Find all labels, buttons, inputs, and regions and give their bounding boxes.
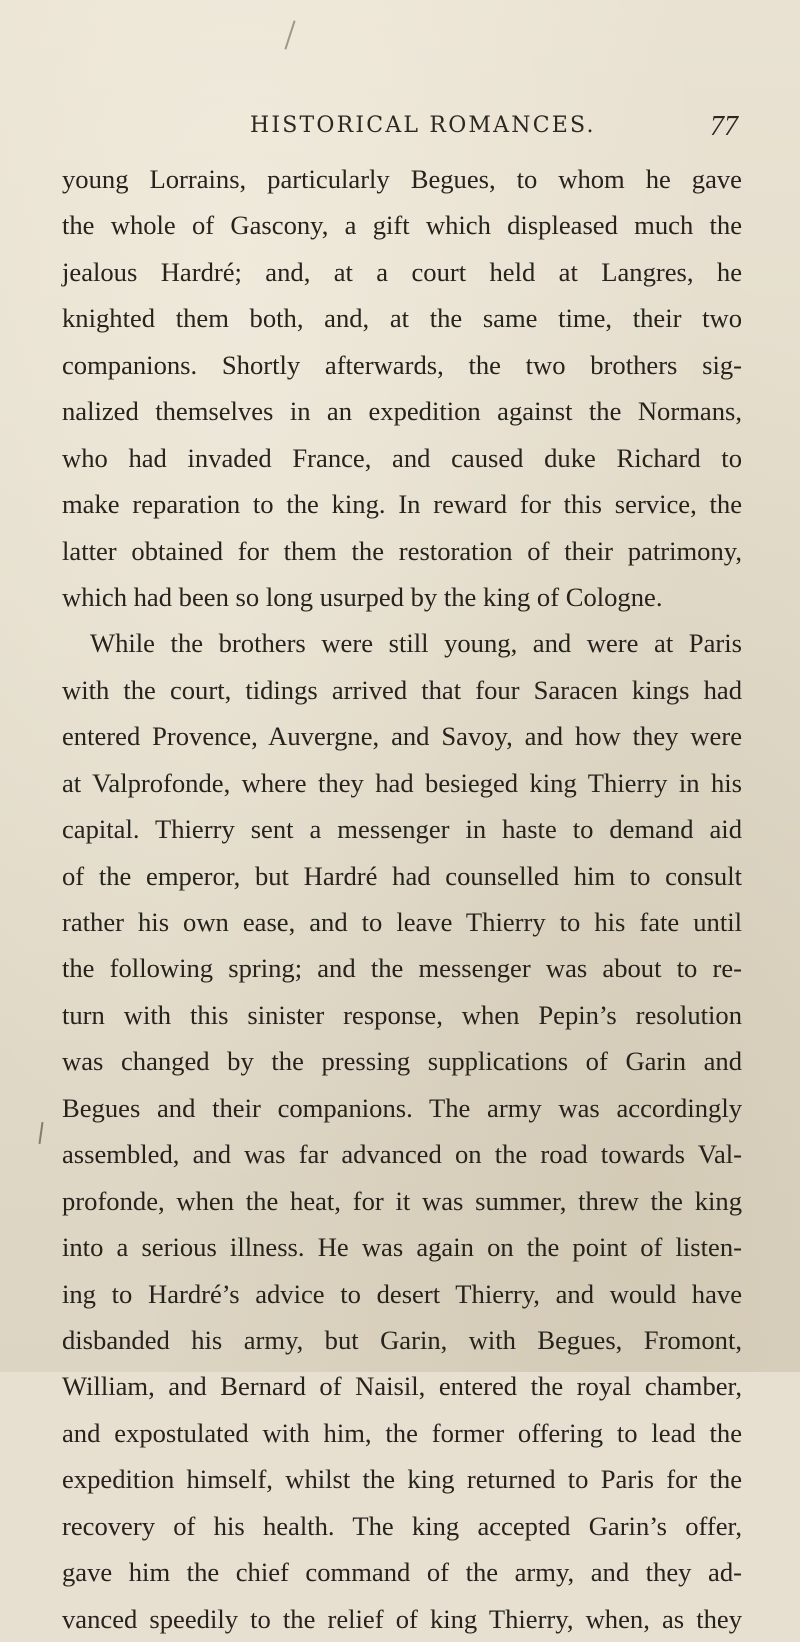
- text-line: make reparation to the king. In reward for this service, the: [62, 489, 742, 520]
- text-line: latter obtained for them the restoration of their patrimony,: [62, 535, 742, 566]
- text-line: and expostulated with him, the former offering to lead the: [62, 1417, 742, 1448]
- text-line: turn with this sinister response, when Pepin’s resolution: [62, 999, 742, 1030]
- paragraph-first-line: While the brothers were still young, and were at Paris: [90, 628, 742, 659]
- text-line: into a serious illness. He was again on the point of listen-: [62, 1232, 742, 1263]
- text-line: disbanded his army, but Garin, with Begues, Fromont,: [62, 1324, 742, 1355]
- text-line: vanced speedily to the relief of king Thierry, when, as they: [62, 1603, 742, 1634]
- text-line: knighted them both, and, at the same time, their two: [62, 303, 742, 334]
- margin-mark: [38, 1122, 43, 1144]
- text-line: assembled, and was far advanced on the road towards Val-: [62, 1139, 742, 1170]
- ink-mark: [284, 20, 295, 49]
- text-line: nalized themselves in an expedition against the Normans,: [62, 396, 742, 427]
- text-line: who had invaded France, and caused duke Richard to: [62, 442, 742, 473]
- text-line: jealous Hardré; and, at a court held at Langres, he: [62, 256, 742, 287]
- page-number: 77: [710, 111, 738, 142]
- text-line: expedition himself, whilst the king returned to Paris for the: [62, 1464, 742, 1495]
- text-line: of the emperor, but Hardré had counselled him to consult: [62, 860, 742, 891]
- text-line: capital. Thierry sent a messenger in haste to demand aid: [62, 814, 742, 845]
- body-text: [62, 156, 742, 1634]
- text-line: ing to Hardré’s advice to desert Thierry, and would have: [62, 1278, 742, 1309]
- running-title: HISTORICAL ROMANCES.: [250, 113, 596, 138]
- text-line: at Valprofonde, where they had besieged king Thierry in his: [62, 767, 742, 798]
- text-line: entered Provence, Auvergne, and Savoy, and how they were: [62, 721, 742, 752]
- text-line: gave him the chief command of the army, and they ad-: [62, 1557, 742, 1588]
- text-line: rather his own ease, and to leave Thierry to his fate until: [62, 907, 742, 937]
- text-line: with the court, tidings arrived that four Saracen kings had: [62, 674, 742, 705]
- text-line: recovery of his health. The king accepted Garin’s offer,: [62, 1510, 742, 1541]
- text-line: the following spring; and the messenger was about to re-: [62, 953, 742, 984]
- text-line: young Lorrains, particularly Begues, to whom he gave: [62, 164, 742, 194]
- text-line: profonde, when the heat, for it was summer, threw the king: [62, 1185, 742, 1216]
- text-line: William, and Bernard of Naisil, entered the royal chamber,: [62, 1371, 742, 1402]
- text-line: Begues and their companions. The army was accordingly: [62, 1092, 742, 1123]
- text-line: was changed by the pressing supplications of Garin and: [62, 1046, 742, 1077]
- page-header: [0, 113, 800, 153]
- text-line: companions. Shortly afterwards, the two brothers sig-: [62, 349, 742, 380]
- text-line: which had been so long usurped by the king of Cologne.: [62, 581, 663, 612]
- text-line: the whole of Gascony, a gift which displeased much the: [62, 210, 742, 241]
